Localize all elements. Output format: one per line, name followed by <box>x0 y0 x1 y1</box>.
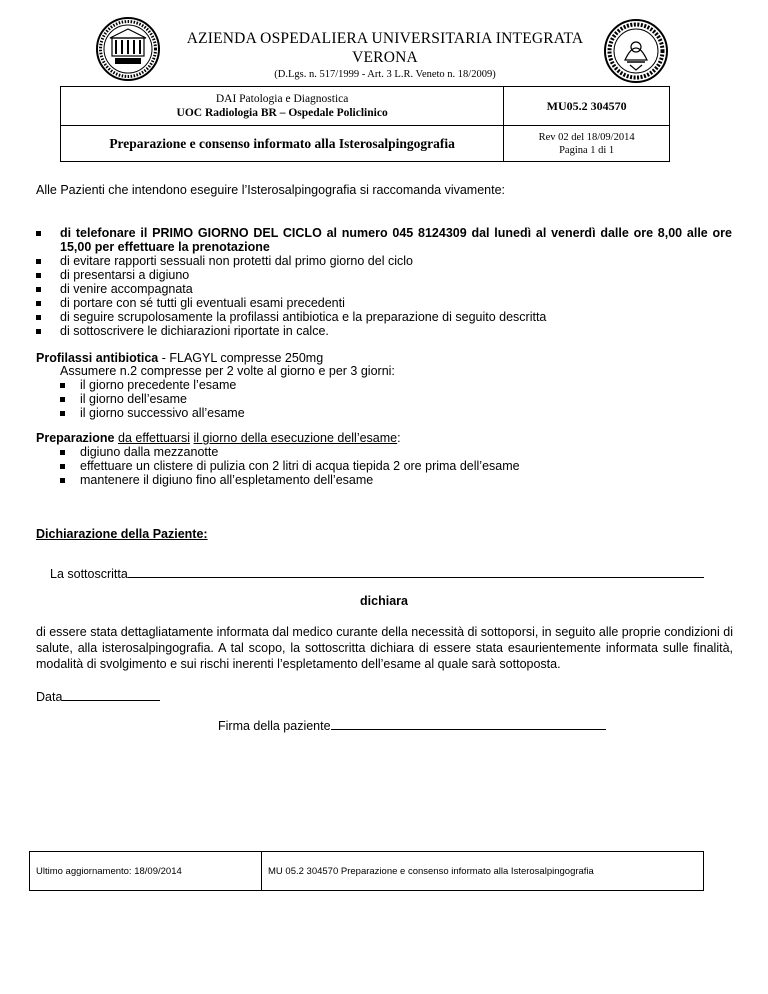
legal-reference: (D.Lgs. n. 517/1999 - Art. 3 L.R. Veneto n. 18/2009) <box>274 69 496 80</box>
hospital-seal-icon <box>95 16 161 82</box>
department-name: DAI Patologia e Diagnostica <box>215 93 349 105</box>
signature-field[interactable] <box>331 729 606 730</box>
bullet-icon <box>36 315 41 320</box>
bullet-icon <box>36 287 41 292</box>
bullet-icon <box>36 273 41 278</box>
organization-city: VERONA <box>352 49 418 66</box>
bullet-icon <box>36 301 41 306</box>
signer-label: La sottoscritta <box>50 567 128 581</box>
list-item: mantenere il digiuno fino all’espletamento dell’esame <box>60 473 700 487</box>
prophylaxis-days-list <box>60 378 560 420</box>
list-item: digiuno dalla mezzanotte <box>60 445 700 459</box>
list-item: di presentarsi a digiuno <box>36 268 732 282</box>
signer-row <box>50 567 720 581</box>
declaration-heading: Dichiarazione della Paziente: <box>36 527 208 541</box>
last-updated: Ultimo aggiornamento: 18/09/2014 <box>30 852 262 891</box>
page-number: Pagina 1 di 1 <box>559 144 615 156</box>
recommendations-list <box>36 226 732 338</box>
document-code: MU05.2 304570 <box>504 87 670 126</box>
signature-label: Firma della paziente <box>218 719 331 733</box>
document-header-table <box>60 86 670 162</box>
revision: Rev 02 del 18/09/2014 <box>538 131 635 143</box>
list-item: di venire accompagnata <box>36 282 732 296</box>
list-item: di evitare rapporti sessuali non protetti dal primo giorno del ciclo <box>36 254 732 268</box>
prophylaxis-heading: Profilassi antibiotica - FLAGYL compresse 250mg <box>36 351 324 365</box>
list-item: di telefonare il PRIMO GIORNO DEL CICLO al numero 045 8124309 dal lunedì al venerdì dalle ore 8,00 alle ore 15,00 per effettuare la prenotazione <box>36 226 732 254</box>
intro-text: Alle Pazienti che intendono eseguire l’Isterosalpingografia si raccomanda vivamente: <box>36 183 506 197</box>
department-cell <box>61 87 504 126</box>
list-item: effettuare un clistere di pulizia con 2 litri di acqua tiepida 2 ore prima dell’esame <box>60 459 700 473</box>
footer-table <box>29 851 704 891</box>
date-label: Data <box>36 690 63 704</box>
list-item: di portare con sé tutti gli eventuali esami precedenti <box>36 296 732 310</box>
declaration-verb: dichiara <box>360 594 408 608</box>
bullet-icon <box>60 411 65 416</box>
bullet-icon <box>36 259 41 264</box>
list-item: di sottoscrivere le dichiarazioni riportate in calce. <box>36 324 732 338</box>
date-field[interactable] <box>62 700 160 701</box>
bullet-icon <box>60 383 65 388</box>
organization-name: AZIENDA OSPEDALIERA UNIVERSITARIA INTEGRATA <box>186 30 584 47</box>
list-item: il giorno precedente l’esame <box>60 378 560 392</box>
signature-row <box>218 719 606 733</box>
preparation-list <box>60 445 700 487</box>
bullet-icon <box>36 329 41 334</box>
bullet-icon <box>60 478 65 483</box>
bullet-icon <box>60 397 65 402</box>
bullet-icon <box>36 231 41 236</box>
date-row <box>36 690 160 704</box>
unit-name: UOC Radiologia BR – Ospedale Policlinico <box>176 107 388 119</box>
revision-cell <box>504 126 670 162</box>
footer-document-reference: MU 05.2 304570 Preparazione e consenso informato alla Isterosalpingografia <box>262 852 704 891</box>
list-item: il giorno dell’esame <box>60 392 560 406</box>
signer-name-field[interactable] <box>128 577 704 578</box>
bullet-icon <box>60 450 65 455</box>
document-title: Preparazione e consenso informato alla Isterosalpingografia <box>61 126 504 162</box>
university-seal-icon <box>603 18 669 84</box>
preparation-heading: Preparazione da effettuarsi il giorno della esecuzione dell’esame: <box>36 431 401 445</box>
prophylaxis-dosage: Assumere n.2 compresse per 2 volte al giorno e per 3 giorni: <box>60 364 395 378</box>
declaration-text: di essere stata dettagliatamente informata dal medico curante della necessità di sottoporsi, in seguito alle proprie condizioni di salute, alla isterosalpingografia. A tal scopo, la sottoscritta dichiara di essere stata esaurientemente informata sulle finalità, modalità di svolgimento e sui rischi inerenti l’espletamento dell’esame al quale sarà sottoposta. <box>36 625 733 671</box>
bullet-icon <box>60 464 65 469</box>
list-item: di seguire scrupolosamente la profilassi antibiotica e la preparazione di seguito descritta <box>36 310 732 324</box>
list-item: il giorno successivo all’esame <box>60 406 560 420</box>
